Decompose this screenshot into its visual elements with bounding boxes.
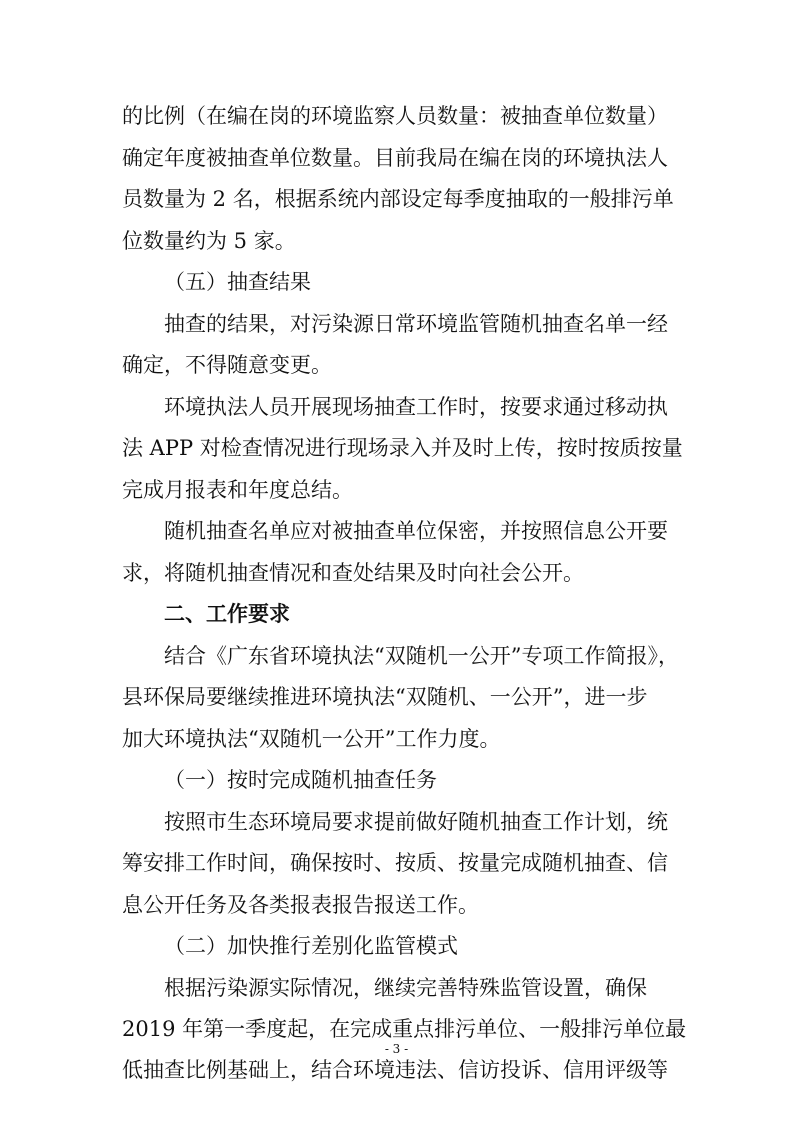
page-number: - 3 -	[384, 1042, 409, 1056]
paragraph-first-line: 根据污染源实际情况，继续完善特殊监管设置，确保	[164, 976, 647, 1000]
body-text-line: 完成月报表和年度总结。	[122, 478, 353, 502]
body-text-line: 2019 年第一季度起，在完成重点排污单位、一般排污单位最	[122, 1017, 687, 1041]
paragraph-first-line: 抽查的结果，对污染源日常环境监管随机抽查名单一经	[164, 312, 668, 336]
body-text-line: 法 APP 对检查情况进行现场录入并及时上传，按时按质按量	[122, 436, 683, 460]
section-heading: 二、工作要求	[164, 602, 290, 626]
body-text-line: 员数量为 2 名，根据系统内部设定每季度抽取的一般排污单	[122, 187, 674, 211]
body-text-line: 息公开任务及各类报表报告报送工作。	[122, 893, 479, 917]
body-text-line: 位数量约为 5 家。	[122, 229, 296, 253]
body-text-line: 筹安排工作时间，确保按时、按质、按量完成随机抽查、信	[122, 851, 668, 875]
paragraph-first-line: 随机抽查名单应对被抽查单位保密，并按照信息公开要	[164, 519, 668, 543]
body-text-line: 确定，不得随意变更。	[122, 353, 332, 377]
body-text-line: 低抽查比例基础上，结合环境违法、信访投诉、信用评级等	[122, 1058, 668, 1082]
body-text-line: 确定年度被抽查单位数量。目前我局在编在岗的环境执法人	[122, 146, 668, 170]
subsection-heading: （二）加快推行差别化监管模式	[164, 934, 458, 958]
paragraph-first-line: 按照市生态环境局要求提前做好随机抽查工作计划，统	[164, 810, 668, 834]
body-text-line: 的比例（在编在岗的环境监察人员数量：被抽查单位数量）	[122, 104, 668, 128]
paragraph-first-line: 结合《广东省环境执法“双随机一公开”专项工作简报》，	[164, 644, 679, 668]
paragraph-first-line: 环境执法人员开展现场抽查工作时，按要求通过移动执	[164, 395, 668, 419]
body-text-line: 县环保局要继续推进环境执法“双随机、一公开”，进一步	[122, 685, 648, 709]
body-text-line: 加大环境执法“双随机一公开”工作力度。	[122, 727, 501, 751]
subsection-heading: （一）按时完成随机抽查任务	[164, 768, 437, 792]
body-text-line: 求，将随机抽查情况和查处结果及时向社会公开。	[122, 561, 584, 585]
subsection-heading: （五）抽查结果	[164, 270, 311, 294]
